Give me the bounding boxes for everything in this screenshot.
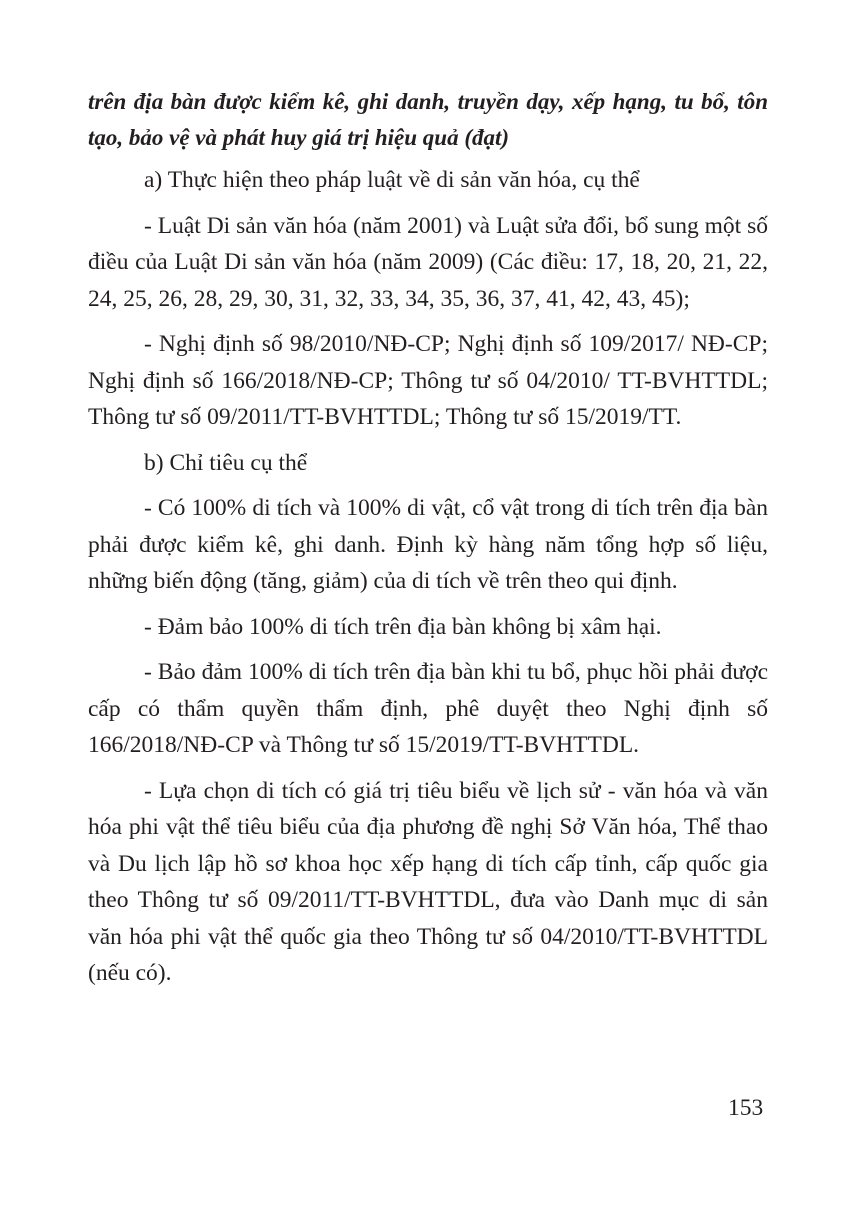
page-number: 153 xyxy=(728,1095,764,1121)
page-body xyxy=(88,84,768,1001)
paragraph-no-encroachment-target: - Đảm bảo 100% di tích trên địa bàn không bị xâm hại. xyxy=(144,613,662,640)
paragraph-inventory-target: - Có 100% di tích và 100% di vật, cổ vật trong di tích trên địa bàn phải được kiểm kê, ghi danh. Định kỳ hàng năm tổng hợp số liệu, những biến động (tăng, giảm) của di tích về trên theo qui định. xyxy=(88,495,768,594)
paragraph-targets-intro: b) Chỉ tiêu cụ thể xyxy=(144,449,308,476)
section-heading: trên địa bàn được kiểm kê, ghi danh, truyền dạy, xếp hạng, tu bổ, tôn tạo, bảo vệ và phát huy giá trị hiệu quả (đạt) xyxy=(88,89,768,150)
paragraph-restoration-approval-target: - Bảo đảm 100% di tích trên địa bàn khi tu bổ, phục hồi phải được cấp có thẩm quyền thẩm định, phê duyệt theo Nghị định số 166/2018/NĐ-CP và Thông tư số 15/2019/TT-BVHTTDL. xyxy=(88,659,768,758)
paragraph-decrees-circulars: - Nghị định số 98/2010/NĐ-CP; Nghị định số 109/2017/ NĐ-CP; Nghị định số 166/2018/NĐ-CP; Thông tư số 04/2010/ TT-BVHTTDL; Thông tư số 09/2011/TT-BVHTTDL; Thông tư số 15/2019/TT. xyxy=(88,331,768,430)
paragraph-legal-basis-intro: a) Thực hiện theo pháp luật về di sản văn hóa, cụ thể xyxy=(144,167,640,193)
paragraph-ranking-selection-target: - Lựa chọn di tích có giá trị tiêu biểu về lịch sử - văn hóa và văn hóa phi vật thể tiêu biểu của địa phương đề nghị Sở Văn hóa, Thể thao và Du lịch lập hồ sơ khoa học xếp hạng di tích cấp tỉnh, cấp quốc gia theo Thông tư số 09/2011/TT-BVHTTDL, đưa vào Danh mục di sản văn hóa phi vật thể quốc gia theo Thông tư số 04/2010/TT-BVHTTDL (nếu có). xyxy=(88,777,768,986)
paragraph-heritage-law: - Luật Di sản văn hóa (năm 2001) và Luật sửa đổi, bổ sung một số điều của Luật Di sản văn hóa (năm 2009) (Các điều: 17, 18, 20, 21, 22, 24, 25, 26, 28, 29, 30, 31, 32, 33, 34, 35, 36, 37, 41, 42, 43, 45); xyxy=(88,212,768,312)
